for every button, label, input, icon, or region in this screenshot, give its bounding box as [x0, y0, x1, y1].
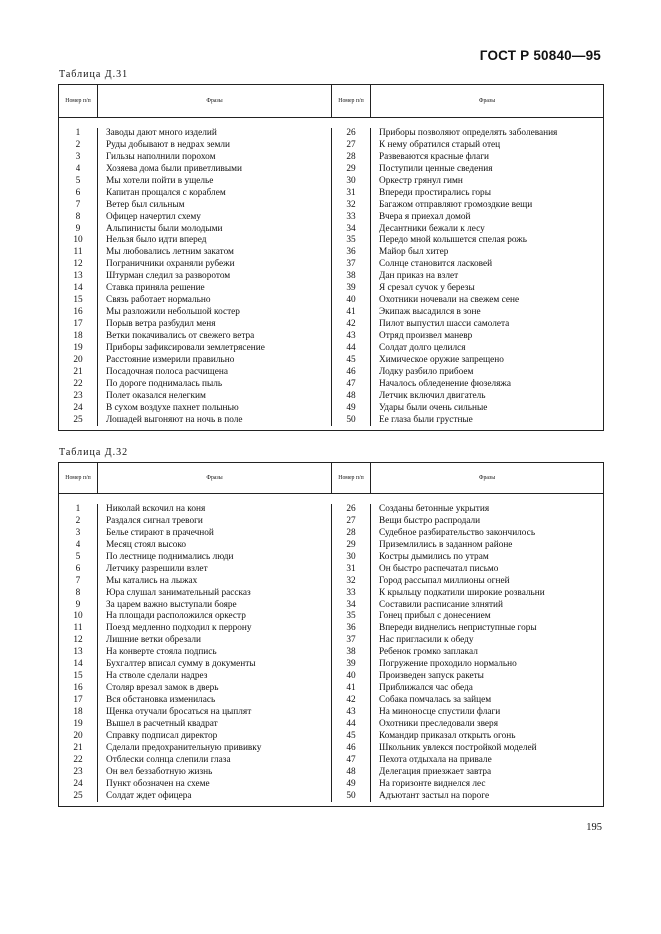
row-number: 14	[73, 659, 83, 670]
row-number: 45	[346, 354, 356, 365]
row-number: 30	[346, 551, 356, 562]
phrase-cell: Руды добывают в недрах земли	[106, 139, 230, 150]
phrase-cell: Началось обледенение фюзеляжа	[379, 378, 511, 389]
row-number: 17	[73, 695, 83, 705]
row-number: 12	[73, 259, 83, 270]
row-number: 24	[73, 402, 83, 413]
row-number: 42	[346, 695, 356, 705]
phrase-cell: Химическое оружие запрещено	[379, 354, 504, 365]
phrase-cell: Погружение проходило нормально	[379, 659, 517, 670]
phrase-cell: Альпинисты были молодыми	[106, 223, 223, 234]
row-number: 22	[73, 754, 83, 765]
phrase-cell: На миноносце спустили флаги	[379, 706, 501, 717]
row-number: 33	[346, 211, 356, 222]
phrase-cell: Посадочная полоса расчищена	[106, 366, 228, 377]
phrase-cell: Щенка отучали бросаться на цыплят	[106, 706, 252, 717]
phrase-cell: Судебное разбирательство закончилось	[379, 527, 536, 538]
row-number: 2	[75, 139, 81, 150]
table-caption: Таблица Д.32	[59, 447, 129, 458]
phrase-cell: По дороге поднималась пыль	[106, 378, 223, 389]
phrase-cell: Город рассыпал миллионы огней	[379, 575, 510, 586]
row-number: 10	[73, 611, 83, 622]
phrase-cell: Отряд произвел маневр	[379, 330, 473, 341]
phrase-cell: Он вел беззаботную жизнь	[106, 766, 213, 777]
phrase-cell: Николай вскочил на коня	[106, 504, 206, 514]
row-number: 34	[346, 223, 356, 234]
row-number: 13	[73, 271, 83, 282]
row-number: 37	[346, 635, 356, 646]
phrase-cell: Передо мной колышется спелая рожь	[379, 235, 527, 246]
row-number: 16	[73, 683, 83, 694]
row-number: 31	[346, 187, 356, 198]
header-number: Номер п/п	[59, 85, 98, 117]
phrase-cell: Ее глаза были грустные	[379, 414, 473, 425]
row-number: 29	[346, 539, 356, 550]
row-number: 49	[346, 778, 356, 789]
phrase-cell: В сухом воздухе пахнет полынью	[106, 402, 239, 413]
header-number: Номер п/п	[59, 463, 98, 493]
phrase-cell: Ребенок громко заплакал	[379, 647, 478, 658]
row-number: 50	[346, 414, 356, 425]
row-number: 25	[73, 414, 83, 425]
phrase-cell: Впереди виднелись неприступные горы	[379, 623, 537, 634]
row-number: 32	[346, 199, 356, 210]
row-number: 7	[75, 575, 81, 586]
row-number: 40	[346, 295, 356, 306]
row-number: 43	[346, 706, 356, 717]
row-number: 39	[346, 659, 356, 670]
phrase-column	[371, 504, 603, 802]
row-number: 4	[75, 539, 81, 550]
row-number: 43	[346, 330, 356, 341]
phrase-table	[58, 462, 604, 807]
phrase-cell: Раздался сигнал тревоги	[106, 515, 203, 526]
phrase-cell: Произведен запуск ракеты	[379, 671, 484, 682]
phrase-cell: Мы катались на лыжах	[106, 575, 198, 586]
phrase-cell: Лошадей выгоняют на ночь в поле	[106, 414, 243, 425]
phrase-cell: Десантники бежали к лесу	[379, 223, 485, 234]
row-number: 28	[346, 527, 356, 538]
phrase-cell: Расстояние измерили правильно	[106, 354, 235, 365]
row-number: 18	[73, 706, 83, 717]
phrase-cell: Отблески солнца слепили глаза	[106, 754, 231, 765]
row-number: 44	[346, 718, 356, 729]
phrase-cell: Впереди простирались горы	[379, 187, 491, 198]
phrase-cell: Заводы дают много изделий	[106, 128, 217, 138]
table-body	[59, 118, 603, 430]
phrase-cell: Вчера я приехал домой	[379, 211, 471, 222]
phrase-cell: На горизонте виднелся лес	[379, 778, 486, 789]
row-number: 11	[73, 247, 83, 258]
phrase-cell: Бухгалтер вписал сумму в документы	[106, 659, 256, 670]
row-number: 21	[73, 742, 83, 753]
row-number: 5	[75, 551, 81, 562]
table-caption: Таблица Д.31	[59, 69, 129, 80]
row-number: 17	[73, 319, 83, 329]
row-number: 13	[73, 647, 83, 658]
header-phrases: Фразы	[98, 85, 332, 117]
row-number: 46	[346, 742, 356, 753]
phrase-cell: Вышел в расчетный квадрат	[106, 718, 218, 729]
row-number: 26	[346, 504, 356, 514]
header-phrases: Фразы	[98, 463, 332, 493]
row-number: 5	[75, 175, 81, 186]
phrase-cell: Костры дымились по утрам	[379, 551, 489, 562]
row-number: 33	[346, 587, 356, 598]
phrase-cell: Солдат ждет офицера	[106, 790, 192, 801]
row-number: 49	[346, 402, 356, 413]
row-number: 12	[73, 635, 83, 646]
row-number: 20	[73, 730, 83, 741]
phrase-cell: К нему обратился старый отец	[379, 139, 501, 150]
phrase-cell: Ветер был сильным	[106, 199, 185, 210]
row-number: 36	[346, 623, 356, 634]
phrase-cell: Пограничники охраняли рубежи	[106, 259, 235, 270]
row-number: 1	[75, 504, 81, 514]
row-number: 9	[75, 599, 81, 610]
phrase-cell: Созданы бетонные укрытия	[379, 504, 490, 514]
row-number: 42	[346, 319, 356, 329]
phrase-cell: Делегация приезжает завтра	[379, 766, 492, 777]
phrase-cell: Летчик включил двигатель	[379, 390, 486, 401]
row-number: 3	[75, 527, 81, 538]
standard-designation: ГОСТ Р 50840—95	[479, 48, 601, 63]
number-column	[59, 504, 98, 802]
phrase-cell: Приземлились в заданном районе	[379, 539, 513, 550]
phrase-cell: Полет оказался нелегким	[106, 390, 206, 401]
phrase-cell: Оркестр грянул гимн	[379, 175, 463, 186]
phrase-cell: Я срезал сучок у березы	[379, 283, 475, 294]
row-number: 22	[73, 378, 83, 389]
row-number: 9	[75, 223, 81, 234]
row-number: 35	[346, 611, 356, 622]
row-number: 23	[73, 766, 83, 777]
phrase-cell: Месяц стоял высоко	[106, 539, 187, 550]
table-body	[59, 494, 603, 806]
row-number: 47	[346, 754, 356, 765]
phrase-cell: Вся обстановка изменилась	[106, 695, 216, 705]
phrase-cell: Капитан прощался с кораблем	[106, 187, 226, 198]
row-number: 8	[75, 211, 81, 222]
phrase-cell: Ставка приняла решение	[106, 283, 205, 294]
phrase-cell: Он быстро распечатал письмо	[379, 563, 499, 574]
phrase-cell: Порыв ветра разбудил меня	[106, 319, 216, 329]
phrase-cell: Багажом отправляют громоздкие вещи	[379, 199, 533, 210]
phrase-cell: Гонец прибыл с донесением	[379, 611, 491, 622]
phrase-cell: Поступили ценные сведения	[379, 163, 493, 174]
phrase-column	[371, 128, 603, 426]
row-number: 15	[73, 295, 83, 306]
phrase-cell: Составили расписание злнятий	[379, 599, 504, 610]
phrase-cell: Экипаж высадился в зоне	[379, 307, 481, 318]
phrase-cell: Вещи быстро распродали	[379, 515, 481, 526]
row-number: 41	[346, 307, 356, 318]
phrase-column	[98, 128, 332, 426]
row-number: 6	[75, 187, 81, 198]
row-number: 16	[73, 307, 83, 318]
phrase-cell: Мы любовались летним закатом	[106, 247, 234, 258]
row-number: 38	[346, 647, 356, 658]
row-number: 36	[346, 247, 356, 258]
row-number: 19	[73, 342, 83, 353]
row-number: 40	[346, 671, 356, 682]
row-number: 37	[346, 259, 356, 270]
row-number: 50	[346, 790, 356, 801]
phrase-cell: Поезд медленно подходил к перрону	[106, 623, 252, 634]
phrase-cell: Лишние ветки обрезали	[106, 635, 201, 646]
row-number: 35	[346, 235, 356, 246]
row-number: 11	[73, 623, 83, 634]
phrase-cell: На конверте стояла подпись	[106, 647, 217, 658]
phrase-cell: Офицер начертил схему	[106, 211, 201, 222]
table-header	[59, 85, 603, 118]
phrase-cell: Солдат долго целился	[379, 342, 466, 353]
row-number: 32	[346, 575, 356, 586]
phrase-cell: Нельзя было идти вперед	[106, 235, 207, 246]
phrase-cell: Сделали предохранительную прививку	[106, 742, 262, 753]
row-number: 27	[346, 139, 356, 150]
row-number: 27	[346, 515, 356, 526]
phrase-cell: Ветки покачивались от свежего ветра	[106, 330, 255, 341]
phrase-cell: Школьник увлекся постройкой моделей	[379, 742, 537, 753]
phrase-cell: Штурман следил за разворотом	[106, 271, 231, 282]
phrase-cell: К крыльцу подкатили широкие розвальни	[379, 587, 545, 598]
row-number: 20	[73, 354, 83, 365]
phrase-cell: Собака помчалась за зайцем	[379, 695, 492, 705]
row-number: 44	[346, 342, 356, 353]
row-number: 46	[346, 366, 356, 377]
number-column	[59, 128, 98, 426]
row-number: 23	[73, 390, 83, 401]
phrase-cell: Дан приказ на взлет	[379, 271, 459, 282]
phrase-cell: Гильзы наполнили порохом	[106, 151, 216, 162]
row-number: 4	[75, 163, 81, 174]
phrase-cell: Связь работает нормально	[106, 295, 211, 306]
row-number: 31	[346, 563, 356, 574]
phrase-cell: Охотники преследовали зверя	[379, 718, 498, 729]
phrase-cell: Белье стирают в прачечной	[106, 527, 214, 538]
row-number: 28	[346, 151, 356, 162]
row-number: 14	[73, 283, 83, 294]
row-number: 19	[73, 718, 83, 729]
row-number: 41	[346, 683, 356, 694]
header-phrases: Фразы	[478, 474, 496, 481]
phrase-cell: Юра слушал занимательный рассказ	[106, 587, 251, 598]
row-number: 48	[346, 390, 356, 401]
phrase-cell: Приборы позволяют определять заболевания	[379, 128, 558, 138]
header-number: Номер п/п	[332, 85, 371, 117]
phrase-column	[98, 504, 332, 802]
phrase-cell: По лестнице поднимались люди	[106, 551, 234, 562]
row-number: 39	[346, 283, 356, 294]
phrase-cell: Командир приказал открыть огонь	[379, 730, 516, 741]
row-number: 29	[346, 163, 356, 174]
phrase-cell: На площади расположился оркестр	[106, 611, 246, 622]
phrase-cell: Пункт обозначен на схеме	[106, 778, 210, 789]
row-number: 8	[75, 587, 81, 598]
row-number: 10	[73, 235, 83, 246]
phrase-cell: Справку подписал директор	[106, 730, 218, 741]
phrase-table	[58, 84, 604, 431]
phrase-cell: Развеваются красные флаги	[379, 151, 489, 162]
phrase-cell: Приближался час обеда	[379, 683, 473, 694]
phrase-cell: Пехота отдыхала на привале	[379, 754, 492, 765]
number-column	[332, 128, 371, 426]
number-column	[332, 504, 371, 802]
row-number: 7	[75, 199, 81, 210]
phrase-cell: Мы разложили небольшой костер	[106, 307, 240, 318]
phrase-cell: Пилот выпустил шасси самолета	[379, 319, 510, 329]
row-number: 15	[73, 671, 83, 682]
phrase-cell: Майор был хитер	[379, 247, 449, 258]
phrase-cell: Нас пригласили к обеду	[379, 635, 474, 646]
phrase-cell: Мы хотели пойти в ущелье	[106, 175, 214, 186]
phrase-cell: На стволе сделали надрез	[106, 671, 208, 682]
row-number: 21	[73, 366, 83, 377]
row-number: 26	[346, 128, 356, 138]
row-number: 48	[346, 766, 356, 777]
row-number: 34	[346, 599, 356, 610]
page-number: 195	[586, 822, 602, 833]
phrase-cell: Летчику разрешили взлет	[106, 563, 208, 574]
row-number: 6	[75, 563, 81, 574]
row-number: 30	[346, 175, 356, 186]
phrase-cell: Хозяева дома были приветливыми	[106, 163, 242, 174]
row-number: 2	[75, 515, 81, 526]
table-header	[59, 463, 603, 494]
phrase-cell: Удары были очень сильные	[379, 402, 488, 413]
row-number: 45	[346, 730, 356, 741]
row-number: 3	[75, 151, 81, 162]
row-number: 38	[346, 271, 356, 282]
row-number: 47	[346, 378, 356, 389]
phrase-cell: Приборы зафиксировали землетрясение	[106, 342, 265, 353]
header-number: Номер п/п	[332, 463, 371, 493]
header-phrases: Фразы	[478, 97, 496, 104]
phrase-cell: Охотники ночевали на свежем сене	[379, 295, 520, 306]
phrase-cell: Солнце становится ласковей	[379, 259, 493, 270]
row-number: 1	[75, 128, 81, 138]
phrase-cell: Лодку разбило прибоем	[379, 366, 474, 377]
row-number: 25	[73, 790, 83, 801]
phrase-cell: Столяр врезал замок в дверь	[106, 683, 219, 694]
phrase-cell: За царем важно выступали бояре	[106, 599, 237, 610]
row-number: 18	[73, 330, 83, 341]
phrase-cell: Адъютант застыл на пороге	[379, 790, 490, 801]
row-number: 24	[73, 778, 83, 789]
